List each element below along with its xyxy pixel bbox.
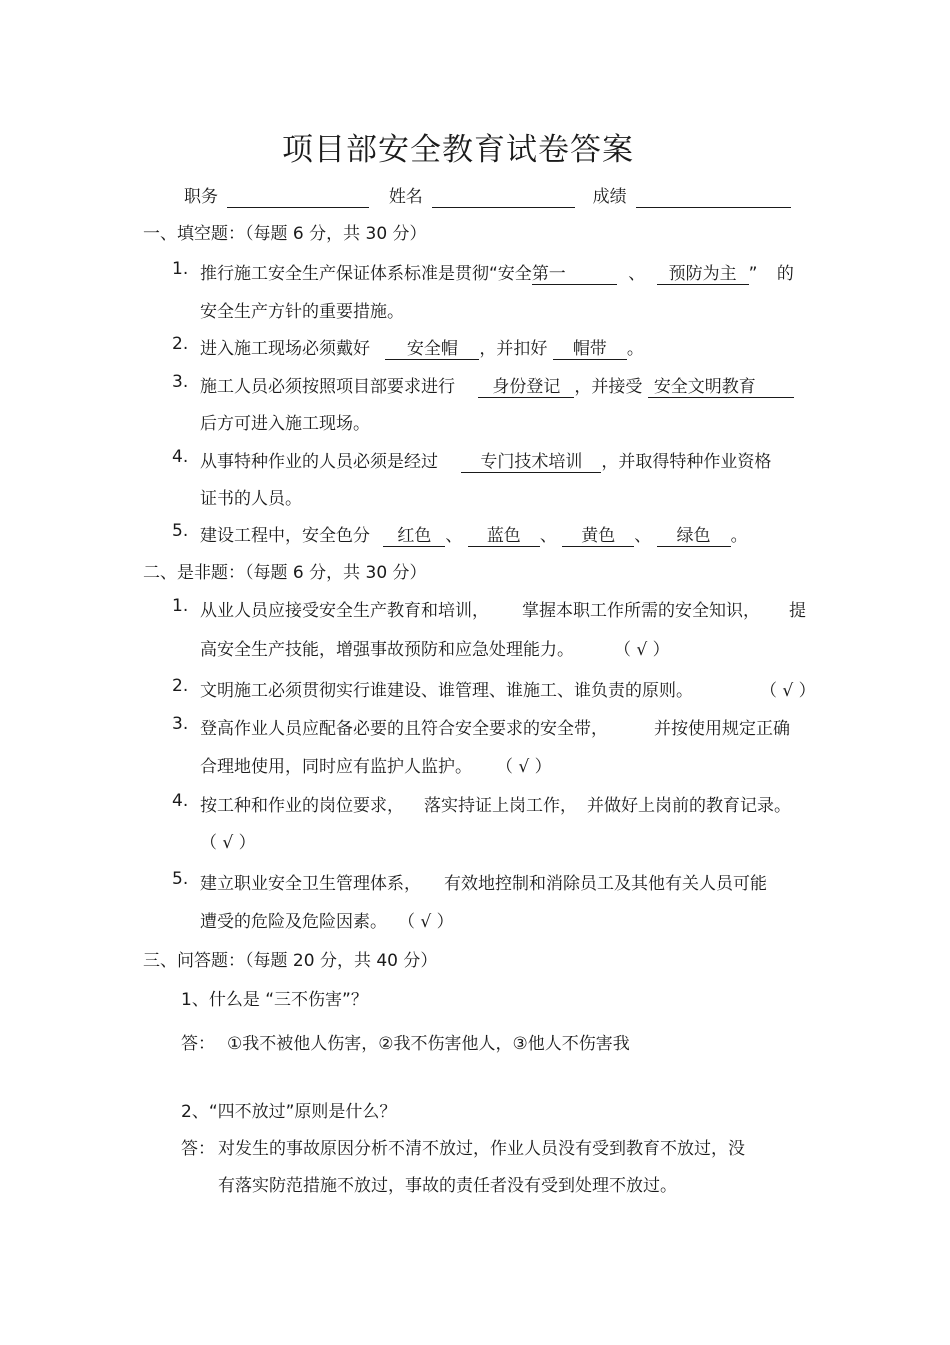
answer-blank: 专门技术培训 bbox=[461, 452, 601, 473]
answer-mark: （ √ ） bbox=[614, 640, 670, 660]
question-line: 后方可进入施工现场。 bbox=[200, 414, 370, 434]
question-number: 4. bbox=[172, 791, 189, 811]
question-line: 遭受的危险及危险因素。 bbox=[200, 912, 387, 932]
question-number: 3. bbox=[172, 372, 189, 392]
question-line: 安全生产方针的重要措施。 bbox=[200, 302, 404, 322]
qa-answer-2-line-2: 有落实防范措施不放过，事故的责任者没有受到处理不放过。 bbox=[218, 1176, 677, 1196]
question-line: 合理地使用，同时应有监护人监护。 bbox=[200, 757, 472, 777]
answer-blank: 预防为主 bbox=[657, 264, 749, 285]
answer-blank: 蓝色 bbox=[468, 526, 540, 547]
section-heading: 一、填空题：（每题 6 分，共 30 分） bbox=[143, 224, 427, 244]
position-label: 职务 bbox=[184, 187, 218, 207]
answer-blank: 安全文明教育 bbox=[648, 377, 794, 398]
answer-blank: 黄色 bbox=[562, 526, 634, 547]
score-label: 成绩 bbox=[592, 187, 627, 207]
qa-question-1: 1、什么是 “三不伤害”？ bbox=[181, 990, 368, 1010]
answer-label: 答： bbox=[181, 1139, 215, 1159]
answer-label: 答： bbox=[181, 1034, 215, 1054]
question-line: 并做好上岗前的教育记录。 bbox=[587, 796, 791, 816]
question-line: 掌握本职工作所需的安全知识， bbox=[522, 601, 760, 621]
fill-question-5: 建设工程中，安全色分 红色 、 蓝色 、 黄色 、 绿色 。 bbox=[200, 526, 748, 546]
question-line: 按工种和作业的岗位要求， bbox=[200, 796, 404, 816]
question-line: 有效地控制和消除员工及其他有关人员可能 bbox=[444, 874, 767, 894]
position-field[interactable] bbox=[227, 187, 369, 208]
page-title: 项目部安全教育试卷答案 bbox=[282, 132, 634, 168]
question-number: 5. bbox=[172, 521, 189, 541]
question-number: 2. bbox=[172, 676, 189, 696]
question-number: 3. bbox=[172, 714, 189, 734]
answer-mark: （ √ ） bbox=[496, 757, 552, 777]
answer-mark: （ √ ） bbox=[200, 833, 256, 853]
section-heading: 三、问答题：（每题 20 分，共 40 分） bbox=[143, 951, 438, 971]
question-line: 提 bbox=[789, 601, 806, 621]
answer-blank: 红色 bbox=[383, 526, 445, 547]
answer-blank: 绿色 bbox=[657, 526, 731, 547]
question-line: 并按使用规定正确 bbox=[654, 719, 790, 739]
header-fields bbox=[184, 182, 791, 208]
question-line: 登高作业人员应配备必要的且符合安全要求的安全带， bbox=[200, 719, 608, 739]
question-line: 证书的人员。 bbox=[200, 489, 302, 509]
name-field[interactable] bbox=[432, 187, 575, 208]
question-line: 高安全生产技能，增强事故预防和应急处理能力。 bbox=[200, 640, 574, 660]
question-number: 1. bbox=[172, 596, 189, 616]
question-number: 5. bbox=[172, 869, 189, 889]
answer-mark: （ √ ） bbox=[398, 912, 454, 932]
answer-blank: 身份登记 bbox=[478, 377, 574, 398]
question-line: 从业人员应接受安全生产教育和培训， bbox=[200, 601, 489, 621]
question-number: 4. bbox=[172, 447, 189, 467]
fill-question-3: 施工人员必须按照项目部要求进行 身份登记 ，并接受 安全文明教育 bbox=[200, 372, 794, 398]
section-heading: 二、是非题：（每题 6 分，共 30 分） bbox=[143, 563, 427, 583]
question-line: 文明施工必须贯彻实行谁建设、谁管理、谁施工、谁负责的原则。 bbox=[200, 681, 693, 701]
answer-blank: 帽带 bbox=[553, 339, 627, 360]
fill-question-2: 进入施工现场必须戴好 安全帽 ，并扣好 帽带 。 bbox=[200, 339, 644, 359]
question-line: 落实持证上岗工作， bbox=[424, 796, 577, 816]
answer-mark: （ √ ） bbox=[760, 681, 816, 701]
question-number: 2. bbox=[172, 334, 189, 354]
qa-answer-1: ①我不被他人伤害，②我不伤害他人，③他人不伤害我 bbox=[227, 1034, 630, 1054]
answer-blank: 安全帽 bbox=[385, 339, 479, 360]
name-label: 姓名 bbox=[388, 187, 423, 207]
fill-question-1: 推行施工安全生产保证体系标准是贯彻“安全第一 、 预防为主 ” 的 bbox=[200, 264, 794, 284]
question-number: 1. bbox=[172, 259, 189, 279]
qa-answer-2-line-1: 对发生的事故原因分析不清不放过，作业人员没有受到教育不放过，没 bbox=[218, 1139, 745, 1159]
fill-question-4: 从事特种作业的人员必须是经过 专门技术培训 ，并取得特种作业资格 bbox=[200, 452, 772, 472]
answer-blank: 第一 bbox=[532, 264, 617, 285]
qa-question-2: 2、“四不放过”原则是什么？ bbox=[181, 1102, 397, 1122]
score-field[interactable] bbox=[636, 187, 791, 208]
question-line: 建立职业安全卫生管理体系， bbox=[200, 874, 421, 894]
